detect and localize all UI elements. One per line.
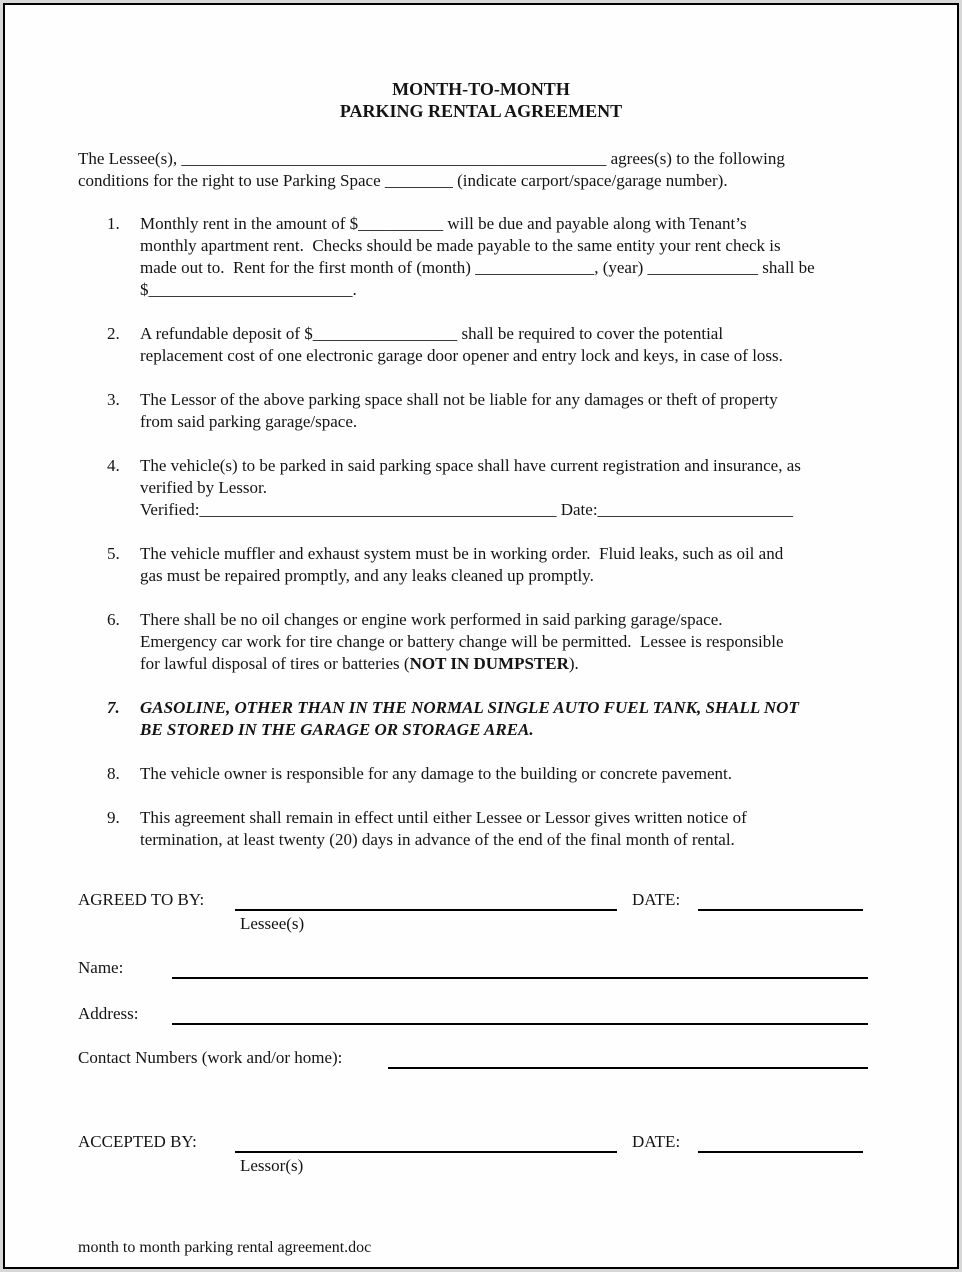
title-line-1: MONTH-TO-MONTH xyxy=(392,79,570,99)
intro-line-2: conditions for the right to use Parking Space ________ (indicate carport/space/garage number). xyxy=(78,171,728,190)
clause-7-text xyxy=(140,697,799,741)
verified-date-blank-line: Verified:__________________________________________ Date:_______________________ xyxy=(140,500,794,519)
text-line: This agreement shall remain in effect until either Lessee or Lessor gives written notice of xyxy=(140,808,747,827)
clause-7 xyxy=(78,697,884,741)
clause-2 xyxy=(78,323,884,367)
accepted-date-line xyxy=(698,1131,863,1153)
document-filename: month to month parking rental agreement.doc xyxy=(78,1239,372,1256)
text-line: $________________________. xyxy=(140,280,357,299)
document-page xyxy=(3,3,959,1269)
contact-numbers-row xyxy=(78,1047,884,1071)
text-line: termination, at least twenty (20) days in advance of the end of the final month of rental. xyxy=(140,830,735,849)
agreed-date-label: DATE: xyxy=(632,890,681,909)
agreed-date-line xyxy=(698,889,863,911)
clause-9-number: 9. xyxy=(107,808,120,827)
text-line: The vehicle(s) to be parked in said parking space shall have current registration and insurance, as xyxy=(140,456,801,475)
clause-4-text xyxy=(140,455,801,521)
clause-3 xyxy=(78,389,884,433)
clause-8-text xyxy=(140,763,732,785)
document-title xyxy=(78,78,884,122)
clause-1-text xyxy=(140,213,815,301)
text-line: GASOLINE, OTHER THAN IN THE NORMAL SINGLE AUTO FUEL TANK, SHALL NOT xyxy=(140,698,799,717)
text-line: The vehicle owner is responsible for any damage to the building or concrete pavement. xyxy=(140,764,732,783)
text-line: ). xyxy=(568,654,579,673)
text-line: verified by Lessor. xyxy=(140,478,267,497)
lessee-signature-line xyxy=(235,889,617,911)
text-line: from said parking garage/space. xyxy=(140,412,358,431)
name-line xyxy=(172,957,868,979)
accepted-date-label: DATE: xyxy=(632,1132,681,1151)
clause-9 xyxy=(78,807,884,851)
text-line: Emergency car work for tire change or battery change will be permitted. Lessee is responsible xyxy=(140,632,784,651)
clause-1 xyxy=(78,213,884,301)
address-line xyxy=(172,1003,868,1025)
text-line: The Lessor of the above parking space shall not be liable for any damages or theft of property xyxy=(140,390,778,409)
clause-3-number: 3. xyxy=(107,390,120,409)
clause-1-number: 1. xyxy=(107,214,120,233)
clause-4 xyxy=(78,455,884,521)
text-line: A refundable deposit of $_________________ shall be required to cover the potential xyxy=(140,324,724,343)
lessor-sub-label: Lessor(s) xyxy=(240,1156,304,1175)
intro-line-1: The Lessee(s), __________________________________________________ agrees(s) to the following xyxy=(78,149,785,168)
clause-6-text xyxy=(140,609,784,675)
clause-8-number: 8. xyxy=(107,764,120,783)
clause-3-text xyxy=(140,389,778,433)
text-line: The vehicle muffler and exhaust system must be in working order. Fluid leaks, such as oil and xyxy=(140,544,784,563)
text-line: monthly apartment rent. Checks should be made payable to the same entity your rent check is xyxy=(140,236,781,255)
not-in-dumpster-emphasis: NOT IN DUMPSTER xyxy=(409,654,569,673)
name-row xyxy=(78,957,884,981)
accepted-by-label: ACCEPTED BY: xyxy=(78,1132,197,1151)
text-line: for lawful disposal of tires or batteries ( xyxy=(140,654,410,673)
clause-5 xyxy=(78,543,884,587)
text-line: made out to. Rent for the first month of (month) ______________, (year) _____________ shall be xyxy=(140,258,815,277)
intro-paragraph xyxy=(78,148,884,192)
agreed-to-by-label: AGREED TO BY: xyxy=(78,890,205,909)
contact-numbers-line xyxy=(388,1047,868,1069)
title-line-2: PARKING RENTAL AGREEMENT xyxy=(339,101,623,121)
lessor-signature-line xyxy=(235,1131,617,1153)
address-label: Address: xyxy=(78,1004,139,1023)
clause-2-text xyxy=(140,323,783,367)
clause-5-number: 5. xyxy=(107,544,120,563)
clause-list xyxy=(78,213,884,851)
text-line: replacement cost of one electronic garage door opener and entry lock and keys, in case of loss. xyxy=(140,346,783,365)
text-line: gas must be repaired promptly, and any leaks cleaned up promptly. xyxy=(140,566,594,585)
text-line: BE STORED IN THE GARAGE OR STORAGE AREA. xyxy=(140,720,534,739)
clause-5-text xyxy=(140,543,783,587)
clause-7-number: 7. xyxy=(107,698,120,717)
clause-9-text xyxy=(140,807,747,851)
agreed-to-by-row xyxy=(78,889,884,913)
clause-2-number: 2. xyxy=(107,324,120,343)
accepted-by-row xyxy=(78,1131,884,1155)
lessee-sub-label: Lessee(s) xyxy=(240,914,305,933)
text-line: There shall be no oil changes or engine work performed in said parking garage/space. xyxy=(140,610,723,629)
clause-4-number: 4. xyxy=(107,456,120,475)
name-label: Name: xyxy=(78,958,124,977)
text-line: Monthly rent in the amount of $__________ will be due and payable along with Tenant’s xyxy=(140,214,747,233)
clause-6-number: 6. xyxy=(107,610,120,629)
contact-numbers-label: Contact Numbers (work and/or home): xyxy=(78,1048,343,1067)
address-row xyxy=(78,1003,884,1027)
clause-8 xyxy=(78,763,884,785)
clause-6 xyxy=(78,609,884,675)
